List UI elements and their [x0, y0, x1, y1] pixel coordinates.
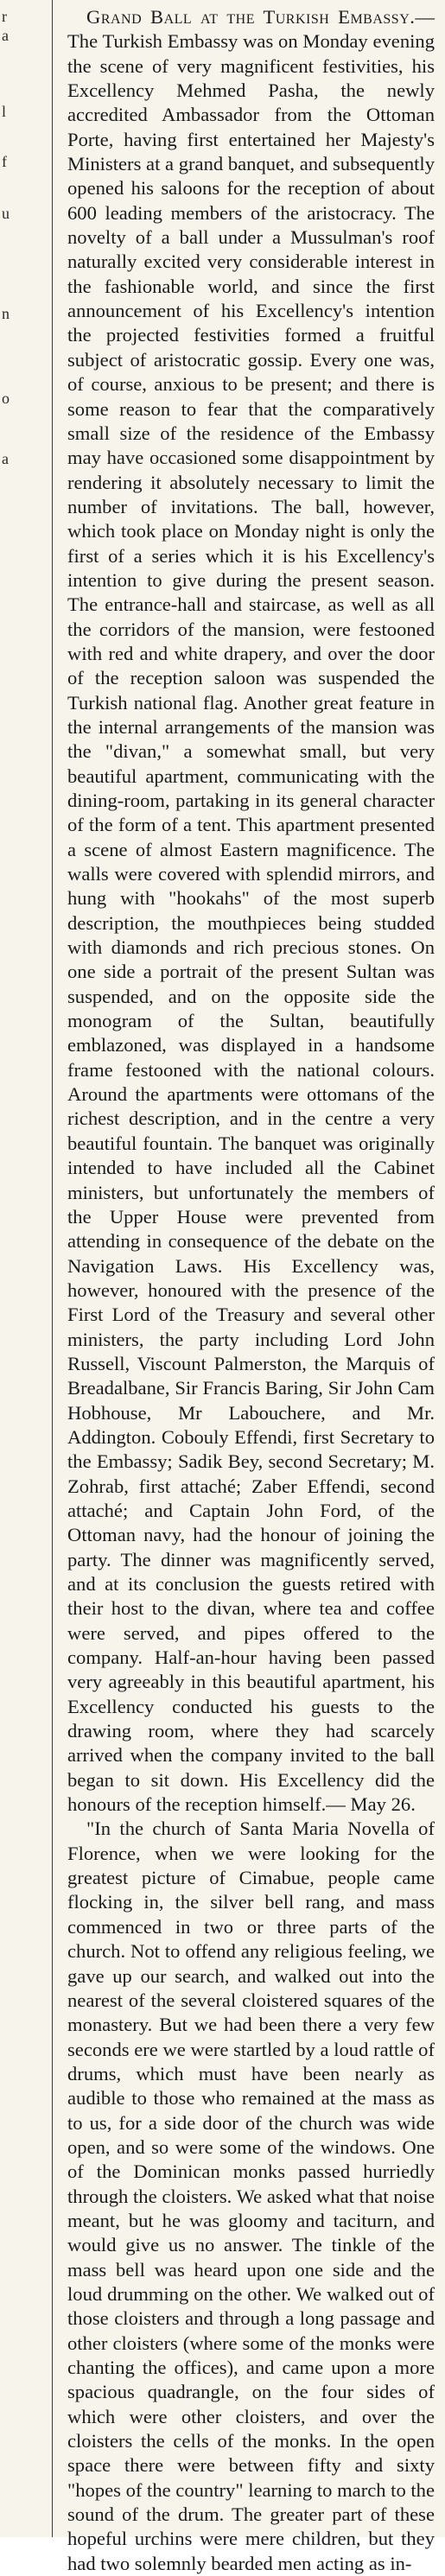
article-paragraph [67, 5, 435, 1817]
gutter-mark: o [2, 390, 10, 407]
gutter-mark: n [2, 305, 10, 322]
article-body: —The Turkish Embassy was on Monday evening the scene of very magnificent festivities, his Excellency Mehmed Pasha, the newly accredited Ambassador from the Ottoman Porte, having first entertained her Majesty's Ministers at a grand banquet, and subsequently opened his saloons for the reception of about 600 leading members of the aristocracy. The novelty of a ball under a Mussulman's roof naturally excited very considerable interest in the fashionable world, and since the first announcement of his Excellency's intention the projected festivities formed a fruitful subject of aristocratic gossip. Every one was, of course, anxious to be present; and there is some reason to fear that the comparatively small size of the residence of the Embassy may have occasioned some disappointment by rendering it absolutely necessary to limit the number of invitations. The ball, however, which took place on Monday night is only the first of a series which it is his Excellency's intention to give during the present season. The entrance-hall and staircase, as well as all the corridors of the mansion, were festooned with red and white drapery, and over the door of the reception saloon was suspended the Turkish national flag. Another great feature in the internal arrangements of the mansion was the "divan," a somewhat small, but very beautiful apartment, communicating with the dining-room, partaking in its general character of the form of a tent. This apartment presented a scene of almost Eastern magnificence. The walls were covered with splendid mirrors, and hung with "hookahs" of the most superb description, the mouthpieces being studded with diamonds and rich precious stones. On one side a portrait of the present Sultan was suspended, and on the opposite side the monogram of the Sultan, beautifully emblazoned, was displayed in a handsome frame festooned with the national colours. Around the apartments were ottomans of the richest description, and in the centre a very beautiful fountain. The banquet was originally intended to have included all the Cabinet ministers, but unfortunately the members of the Upper House were prevented from attending in consequence of the debate on the Navigation Laws. His Excellency was, however, honoured with the presence of the First Lord of the Treasury and several other ministers, the party including Lord John Russell, Viscount Palmerston, the Marquis of Breadalbane, Sir Francis Baring, Sir John Cam Hobhouse, Mr Labouchere, and Mr. Addington. Cobouly Effendi, first Secretary to the Embassy; Sadik Bey, second Secretary; M. Zohrab, first attaché; Zaber Effendi, second attaché; and Captain John Ford, of the Ottoman navy, had the honour of joining the party. The dinner was magnificently served, and at its conclusion the guests retired with their host to the divan, where tea and coffee were served, and pipes offered to the company. Half-an-hour having been passed very agreeably in this beautiful apartment, his Excellency conducted his guests to the drawing room, where they had scarcely arrived when the company invited to the ball began to sit down. His Excellency did the honours of the reception himself.— [67, 6, 435, 1816]
gutter-mark: f [2, 153, 7, 170]
text-column [67, 5, 435, 2574]
gutter-mark: l [2, 103, 7, 120]
gutter-mark: a [2, 27, 9, 44]
left-gutter-previous-column [0, 0, 50, 2537]
gutter-mark: a [2, 450, 9, 467]
article-heading: Grand Ball at the Turkish Embassy. [86, 6, 416, 28]
gutter-mark: r [2, 8, 7, 25]
column-rule [52, 0, 53, 2537]
gutter-mark: u [2, 205, 10, 222]
quote-paragraph: "In the church of Santa Maria Novella of Florence, when we were looking for the greatest picture of Cimabue, people came flocking in, the silver bell rang, and mass commenced in two or three parts of the church. Not to offend any religious feeling, we gave up our search, and walked out into the nearest of the several cloistered squares of the monastery. But we had been there a very few seconds ere we were startled by a loud rattle of drums, which must have been nearly as audible to those who remained at the mass as to us, for a side door of the church was wide open, and so were some of the windows. One of the Dominican monks passed hurriedly through the cloisters. We asked what that noise meant, but he was gloomy and taciturn, and would give us no answer. The tinkle of the mass bell was heard upon one side and the loud drumming on the other. We walked out of those cloisters and through a long passage and other cloisters (where some of the monks were chanting the offices), and came upon a more spacious quadrangle, on the four sides of which were other cloisters, and over the cloisters the cells of the monks. In the open space there were between fifty and sixty "hopes of the country" learning to march to the sound of the drum. The greater part of these hopeful urchins were mere children, but they had two solemnly bearded men acting as in- [67, 1818, 435, 2574]
article-date: May 26. [350, 1793, 416, 1816]
